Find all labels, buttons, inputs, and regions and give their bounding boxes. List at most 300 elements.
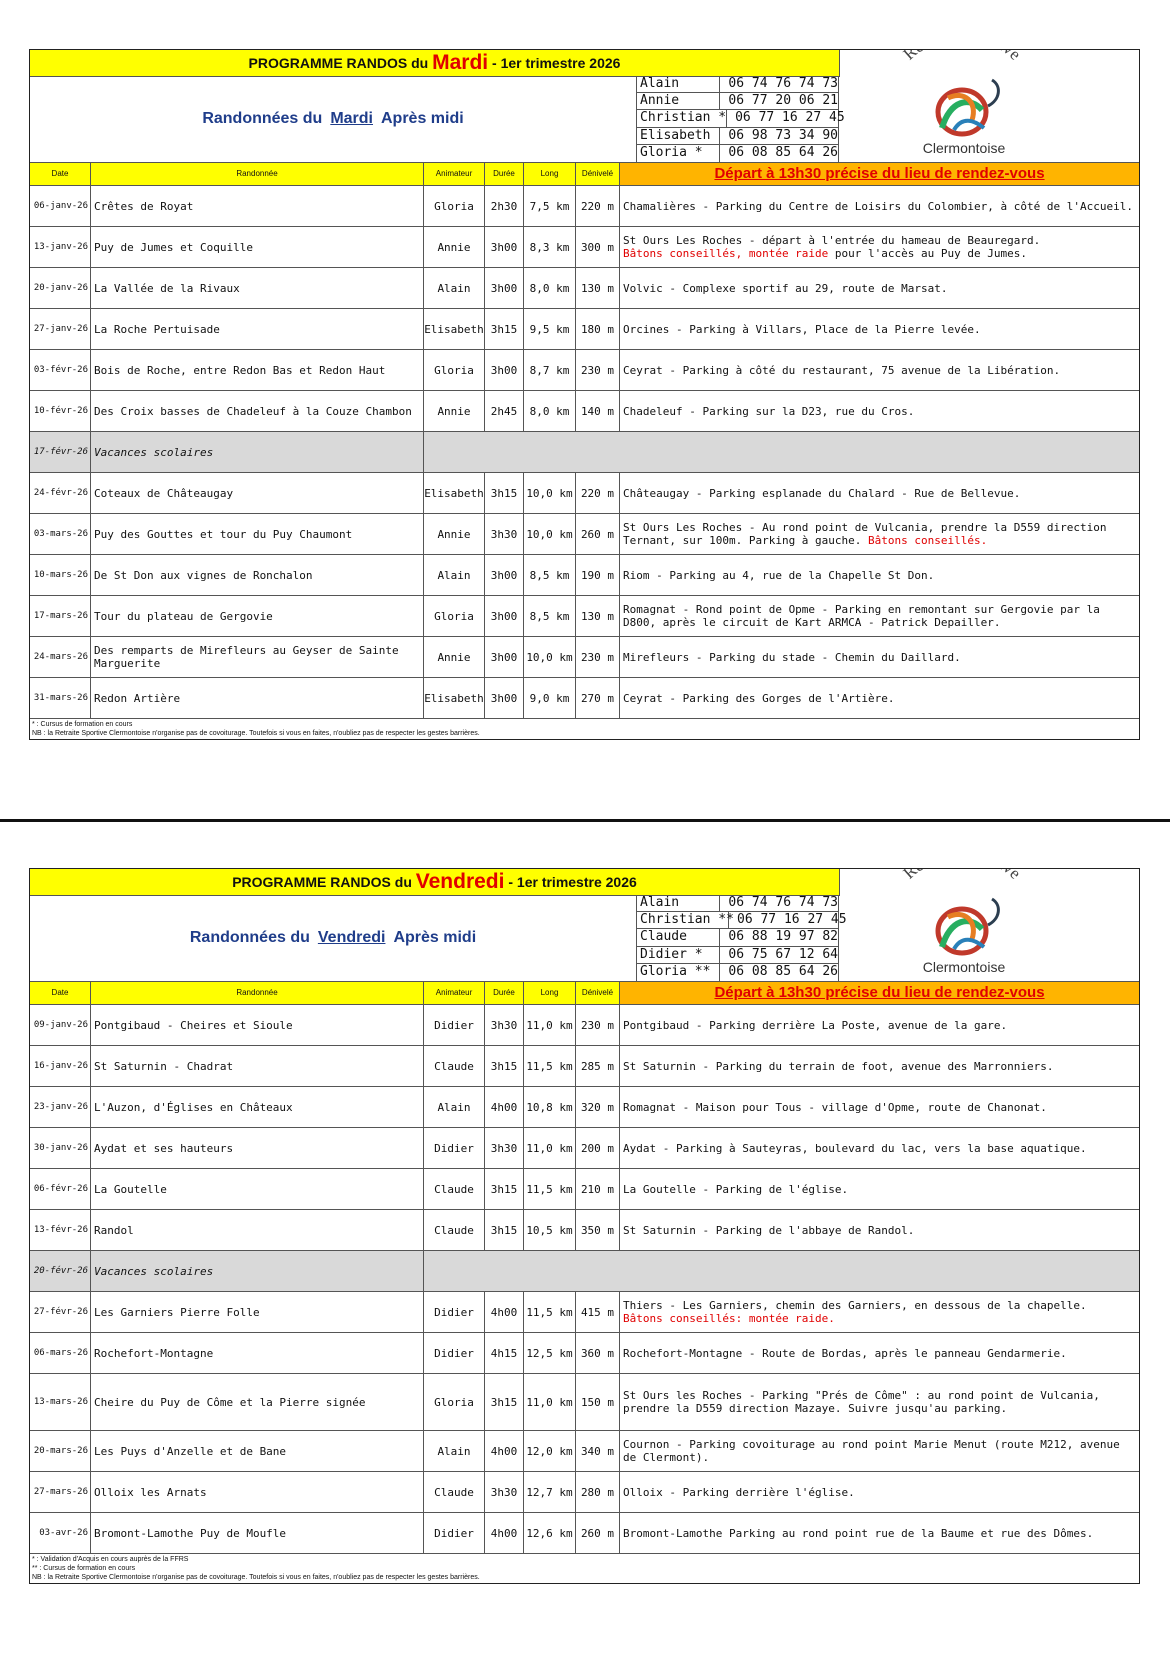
holiday-label: Vacances scolaires	[91, 432, 424, 472]
contact-row	[637, 128, 838, 145]
hike-length: 8,0 km	[524, 268, 576, 308]
hike-name: Des remparts de Mirefleurs au Geyser de Sainte Marguerite	[91, 637, 424, 677]
hike-name: Coteaux de Châteaugay	[91, 473, 424, 513]
hike-date: 24-mars-26	[30, 637, 91, 677]
hike-elevation: 320 m	[576, 1087, 620, 1127]
hike-duration: 3h15	[485, 1210, 524, 1250]
hike-date: 27-mars-26	[30, 1472, 91, 1512]
hike-elevation: 190 m	[576, 555, 620, 595]
hike-duration: 3h15	[485, 1046, 524, 1086]
meeting-point-text: La Goutelle - Parking de l'église.	[623, 1182, 849, 1196]
hike-date: 20-janv-26	[30, 268, 91, 308]
hike-row	[30, 555, 1139, 596]
hike-duration: 3h00	[485, 268, 524, 308]
hike-leader: Elisabeth	[424, 309, 485, 349]
meeting-point-text: Chamalières - Parking du Centre de Loisirs du Colombier, à côté de l'Accueil.	[623, 199, 1133, 213]
meeting-point	[620, 1374, 1139, 1430]
hike-date: 24-févr-26	[30, 473, 91, 513]
hike-elevation: 300 m	[576, 227, 620, 267]
hike-duration: 3h00	[485, 637, 524, 677]
hike-duration: 4h00	[485, 1431, 524, 1471]
hike-length: 12,6 km	[524, 1513, 576, 1553]
meeting-point	[620, 1005, 1139, 1045]
footnote-line: NB : la Retraite Sportive Clermontoise n'organise pas de covoiturage. Toutefois si vous en faites, n'oubliez pas de respecter les gestes barrières.	[32, 730, 480, 737]
hike-length: 11,5 km	[524, 1292, 576, 1332]
hike-row	[30, 637, 1139, 678]
hike-date: 06-janv-26	[30, 186, 91, 226]
contact-phone: 06 08 85 64 26	[728, 963, 838, 979]
hike-row	[30, 1169, 1139, 1210]
col-rando: Randonnée	[91, 982, 424, 1004]
footnote-line: ** : Cursus de formation en cours	[32, 1565, 136, 1572]
hike-duration: 4h00	[485, 1087, 524, 1127]
contact-phone: 06 98 73 34 90	[728, 127, 838, 143]
hike-name: Puy des Gouttes et tour du Puy Chaumont	[91, 514, 424, 554]
contact-row	[637, 110, 845, 127]
hike-date: 03-avr-26	[30, 1513, 91, 1553]
meeting-point	[620, 1472, 1139, 1512]
contact-name: Gloria *	[637, 145, 720, 162]
hike-elevation: 280 m	[576, 1472, 620, 1512]
hike-name: Crêtes de Royat	[91, 186, 424, 226]
hike-duration: 3h00	[485, 678, 524, 718]
meeting-point-text: Ceyrat - Parking à côté du restaurant, 75 avenue de la Libération.	[623, 363, 1061, 377]
col-date: Date	[30, 163, 91, 185]
hike-row	[30, 1128, 1139, 1169]
meeting-point	[620, 555, 1139, 595]
hike-name: Les Puys d'Anzelle et de Bane	[91, 1431, 424, 1471]
hike-leader: Alain	[424, 268, 485, 308]
hike-elevation: 140 m	[576, 391, 620, 431]
contact-row	[637, 964, 838, 981]
holiday-fill	[424, 432, 1139, 472]
hike-date: 17-mars-26	[30, 596, 91, 636]
hike-length: 7,5 km	[524, 186, 576, 226]
hike-row	[30, 473, 1139, 514]
contact-name: Didier *	[637, 947, 720, 963]
contact-name: Alain	[637, 895, 720, 911]
meeting-point-warning: Bâtons conseillés: montée raide.	[623, 1312, 835, 1325]
hike-date: 10-mars-26	[30, 555, 91, 595]
contact-row	[637, 895, 838, 912]
hike-date: 23-janv-26	[30, 1087, 91, 1127]
page-separator	[0, 819, 1170, 822]
logo-arc-text: R e	[899, 869, 1025, 883]
contact-row	[637, 929, 838, 946]
meeting-point	[620, 1046, 1139, 1086]
hike-elevation: 350 m	[576, 1210, 620, 1250]
hike-duration: 3h30	[485, 1005, 524, 1045]
hike-duration: 3h30	[485, 1128, 524, 1168]
hike-leader: Didier	[424, 1292, 485, 1332]
hike-length: 8,7 km	[524, 350, 576, 390]
hike-elevation: 150 m	[576, 1374, 620, 1430]
meeting-point	[620, 678, 1139, 718]
meeting-point-text: Thiers - Les Garniers, chemin des Garniers, en dessous de la chapelle. Bâtons conseillés: montée raide.	[623, 1299, 1087, 1325]
contact-row	[637, 76, 838, 93]
hike-row	[30, 1333, 1139, 1374]
hike-length: 12,0 km	[524, 1431, 576, 1471]
hike-leader: Annie	[424, 637, 485, 677]
meeting-point-text: Pontgibaud - Parking derrière La Poste, avenue de la gare.	[623, 1018, 1008, 1032]
logo-arc-text: R e	[899, 50, 1025, 64]
hike-row	[30, 596, 1139, 637]
contact-row	[637, 947, 838, 964]
hike-name: Cheire du Puy de Côme et la Pierre signée	[91, 1374, 424, 1430]
hike-rows	[30, 1005, 1139, 1554]
hike-length: 9,5 km	[524, 309, 576, 349]
hike-row	[30, 1513, 1139, 1554]
hike-duration: 3h00	[485, 555, 524, 595]
meeting-point-text: Mirefleurs - Parking du stade - Chemin du Daillard.	[623, 650, 961, 664]
hike-elevation: 260 m	[576, 1513, 620, 1553]
contact-phone: 06 08 85 64 26	[728, 144, 838, 160]
meeting-point-warning: Bâtons conseillés, montée raide	[623, 247, 829, 260]
hike-length: 8,5 km	[524, 596, 576, 636]
hike-duration: 3h00	[485, 227, 524, 267]
hike-leader: Alain	[424, 555, 485, 595]
meeting-point-text: Orcines - Parking à Villars, Place de la Pierre levée.	[623, 322, 981, 336]
hike-name: De St Don aux vignes de Ronchalon	[91, 555, 424, 595]
hike-leader: Claude	[424, 1169, 485, 1209]
hike-duration: 3h15	[485, 473, 524, 513]
hike-leader: Didier	[424, 1513, 485, 1553]
meeting-point-text: St Ours les Roches - Parking "Prés de Côme" : au rond point de Vulcania, prendre la D559 direction Mazaye. Suivre jusqu'au parking.	[623, 1389, 1100, 1415]
col-rando: Randonnée	[91, 163, 424, 185]
col-denivele: Dénivelé	[576, 163, 620, 185]
sheet-title: PROGRAMME RANDOS du Vendredi - 1er trimestre 2026	[30, 869, 840, 896]
col-denivele: Dénivelé	[576, 982, 620, 1004]
hike-length: 11,0 km	[524, 1128, 576, 1168]
meeting-point-text: Châteaugay - Parking esplanade du Chalard - Rue de Bellevue.	[623, 486, 1021, 500]
hike-length: 12,5 km	[524, 1333, 576, 1373]
hike-duration: 3h15	[485, 1169, 524, 1209]
contact-phone: 06 74 76 74 73	[728, 895, 838, 910]
meeting-point	[620, 473, 1139, 513]
hike-date: 03-mars-26	[30, 514, 91, 554]
hike-leader: Alain	[424, 1431, 485, 1471]
meeting-point	[620, 1292, 1139, 1332]
col-duree: Durée	[485, 163, 524, 185]
contact-phone: 06 77 16 27 45	[737, 912, 847, 928]
meeting-point-text: Riom - Parking au 4, rue de la Chapelle St Don.	[623, 568, 935, 582]
hike-leader: Annie	[424, 514, 485, 554]
hike-elevation: 285 m	[576, 1046, 620, 1086]
hike-row	[30, 1292, 1139, 1333]
hike-row	[30, 1431, 1139, 1472]
meeting-point	[620, 1333, 1139, 1373]
logo-bottom-text: Clermontoise	[922, 959, 1006, 975]
hike-date: 27-févr-26	[30, 1292, 91, 1332]
meeting-point-text: Romagnat - Maison pour Tous - village d'Opme, route de Chanonat.	[623, 1100, 1047, 1114]
hike-length: 10,0 km	[524, 637, 576, 677]
hike-elevation: 415 m	[576, 1292, 620, 1332]
hike-row	[30, 186, 1139, 227]
col-duree: Durée	[485, 982, 524, 1004]
hike-length: 10,8 km	[524, 1087, 576, 1127]
meeting-point-text: Bromont-Lamothe Parking au rond point rue de la Baume et rue des Dômes.	[623, 1526, 1094, 1540]
contact-name: Christian *	[637, 110, 727, 126]
hike-name: Pontgibaud - Cheires et Sioule	[91, 1005, 424, 1045]
sheet-header	[30, 869, 1139, 982]
hike-leader: Claude	[424, 1472, 485, 1512]
hike-rows	[30, 186, 1139, 719]
contact-row	[637, 145, 838, 162]
hike-leader: Claude	[424, 1046, 485, 1086]
hike-name: St Saturnin - Chadrat	[91, 1046, 424, 1086]
contact-list	[636, 895, 847, 981]
meeting-point	[620, 227, 1139, 267]
hike-duration: 3h00	[485, 596, 524, 636]
sheet-header	[30, 50, 1139, 163]
hike-elevation: 180 m	[576, 309, 620, 349]
meeting-point	[620, 186, 1139, 226]
hike-elevation: 210 m	[576, 1169, 620, 1209]
col-long: Long	[524, 163, 576, 185]
sheet-subtitle: Randonnées du Vendredi Après midi	[189, 929, 477, 946]
hike-name: Les Garniers Pierre Folle	[91, 1292, 424, 1332]
contact-phone: 06 75 67 12 64	[728, 946, 838, 962]
hike-leader: Annie	[424, 391, 485, 431]
holiday-label: Vacances scolaires	[91, 1251, 424, 1291]
hike-length: 10,5 km	[524, 1210, 576, 1250]
hike-length: 11,0 km	[524, 1005, 576, 1045]
footnote-line: * : Validation d'Acquis en cours auprès de la FFRS	[32, 1556, 189, 1563]
hike-leader: Didier	[424, 1005, 485, 1045]
footnote-line: * : Cursus de formation en cours	[32, 721, 133, 728]
hike-date: 20-févr-26	[30, 1251, 91, 1291]
meeting-point-warning: Bâtons conseillés.	[868, 534, 988, 547]
hike-row	[30, 514, 1139, 555]
hike-name: Olloix les Arnats	[91, 1472, 424, 1512]
hike-name: La Vallée de la Rivaux	[91, 268, 424, 308]
hike-leader: Claude	[424, 1210, 485, 1250]
sheet-title: PROGRAMME RANDOS du Mardi - 1er trimestre 2026	[30, 50, 840, 77]
hike-elevation: 270 m	[576, 678, 620, 718]
hike-leader: Gloria	[424, 596, 485, 636]
hike-duration: 3h15	[485, 309, 524, 349]
hike-duration: 3h30	[485, 1472, 524, 1512]
meeting-point	[620, 514, 1139, 554]
hike-elevation: 230 m	[576, 637, 620, 677]
hike-name: L'Auzon, d'Églises en Châteaux	[91, 1087, 424, 1127]
hike-row	[30, 227, 1139, 268]
contact-name: Annie	[637, 93, 720, 109]
hike-date: 17-févr-26	[30, 432, 91, 472]
meeting-point-text: St Ours Les Roches - Au rond point de Vulcania, prendre la D559 direction Ternant, sur 100m. Parking à gauche. Bâtons conseillés.	[623, 521, 1107, 547]
meeting-point-text: St Saturnin - Parking du terrain de foot, avenue des Marronniers.	[623, 1059, 1054, 1073]
hike-date: 13-janv-26	[30, 227, 91, 267]
hike-duration: 4h00	[485, 1513, 524, 1553]
meeting-point	[620, 596, 1139, 636]
hike-elevation: 220 m	[576, 473, 620, 513]
hike-leader: Elisabeth	[424, 473, 485, 513]
hike-length: 10,0 km	[524, 514, 576, 554]
hike-elevation: 130 m	[576, 268, 620, 308]
hike-leader: Alain	[424, 1087, 485, 1127]
contact-phone: 06 88 19 97 82	[728, 929, 838, 945]
hike-date: 06-mars-26	[30, 1333, 91, 1373]
meeting-point	[620, 1128, 1139, 1168]
hike-elevation: 220 m	[576, 186, 620, 226]
meeting-point	[620, 1169, 1139, 1209]
hike-row	[30, 1374, 1139, 1431]
club-logo	[842, 50, 1138, 162]
hike-row	[30, 1087, 1139, 1128]
column-header	[30, 163, 1139, 186]
hike-elevation: 230 m	[576, 350, 620, 390]
meeting-point-text: Rochefort-Montagne - Route de Bordas, après le panneau Gendarmerie.	[623, 1346, 1067, 1360]
hike-date: 16-janv-26	[30, 1046, 91, 1086]
hike-name: Des Croix basses de Chadeleuf à la Couze Chambon	[91, 391, 424, 431]
meeting-point-text: St Ours Les Roches - départ à l'entrée du hameau de Beauregard. Bâtons conseillés, montée raide pour l'accès au Puy de Jumes.	[623, 234, 1041, 260]
hike-duration: 2h30	[485, 186, 524, 226]
col-animateur: Animateur	[424, 163, 485, 185]
meeting-point-text: Chadeleuf - Parking sur la D23, rue du Cros.	[623, 404, 915, 418]
hike-name: Rochefort-Montagne	[91, 1333, 424, 1373]
holiday-row	[30, 1251, 1139, 1292]
col-long: Long	[524, 982, 576, 1004]
hike-length: 8,3 km	[524, 227, 576, 267]
meeting-point	[620, 350, 1139, 390]
hike-row	[30, 268, 1139, 309]
contact-name: Elisabeth	[637, 128, 720, 144]
hike-date: 13-févr-26	[30, 1210, 91, 1250]
meeting-point	[620, 268, 1139, 308]
hike-leader: Didier	[424, 1333, 485, 1373]
meeting-point	[620, 1513, 1139, 1553]
hike-leader: Gloria	[424, 350, 485, 390]
hike-date: 31-mars-26	[30, 678, 91, 718]
col-animateur: Animateur	[424, 982, 485, 1004]
meeting-point-text: Aydat - Parking à Sauteyras, boulevard du lac, vers la base aquatique.	[623, 1141, 1087, 1155]
meeting-point-text: Ceyrat - Parking des Gorges de l'Artière.	[623, 691, 895, 705]
footnotes	[30, 1554, 1139, 1583]
hike-duration: 3h00	[485, 350, 524, 390]
hike-duration: 3h30	[485, 514, 524, 554]
hike-date: 06-févr-26	[30, 1169, 91, 1209]
meeting-point	[620, 1431, 1139, 1471]
hike-date: 09-janv-26	[30, 1005, 91, 1045]
holiday-fill	[424, 1251, 1139, 1291]
hike-length: 11,0 km	[524, 1374, 576, 1430]
hike-elevation: 130 m	[576, 596, 620, 636]
hike-length: 10,0 km	[524, 473, 576, 513]
hike-name: Bois de Roche, entre Redon Bas et Redon Haut	[91, 350, 424, 390]
contact-list	[636, 76, 845, 162]
hike-name: Bromont-Lamothe Puy de Moufle	[91, 1513, 424, 1553]
contact-phone: 06 77 20 06 21	[728, 93, 838, 109]
footnotes	[30, 719, 1139, 739]
hike-date: 30-janv-26	[30, 1128, 91, 1168]
footnote-line: NB : la Retraite Sportive Clermontoise n'organise pas de covoiturage. Toutefois si vous en faites, n'oubliez pas de respecter les gestes barrières.	[32, 1574, 480, 1581]
departure-notice: Départ à 13h30 précise du lieu de rendez-vous	[620, 982, 1139, 1004]
departure-notice: Départ à 13h30 précise du lieu de rendez-vous	[620, 163, 1139, 185]
hike-name: Redon Artière	[91, 678, 424, 718]
hike-row	[30, 1046, 1139, 1087]
title-day: Vendredi	[415, 870, 505, 893]
hike-name: Aydat et ses hauteurs	[91, 1128, 424, 1168]
hike-length: 11,5 km	[524, 1046, 576, 1086]
club-logo	[842, 869, 1138, 981]
hike-date: 20-mars-26	[30, 1431, 91, 1471]
contact-phone: 06 77 16 27 45	[735, 110, 845, 126]
hike-leader: Gloria	[424, 186, 485, 226]
col-date: Date	[30, 982, 91, 1004]
hike-name: La Goutelle	[91, 1169, 424, 1209]
meeting-point-text: Olloix - Parking derrière l'église.	[623, 1485, 855, 1499]
hike-leader: Annie	[424, 227, 485, 267]
contact-row	[637, 93, 838, 110]
hike-leader: Gloria	[424, 1374, 485, 1430]
hike-length: 12,7 km	[524, 1472, 576, 1512]
contact-name: Alain	[637, 76, 720, 92]
hike-date: 10-févr-26	[30, 391, 91, 431]
meeting-point	[620, 391, 1139, 431]
column-header	[30, 982, 1139, 1005]
hike-length: 8,0 km	[524, 391, 576, 431]
meeting-point-text: Volvic - Complexe sportif au 29, route de Marsat.	[623, 281, 948, 295]
hike-date: 13-mars-26	[30, 1374, 91, 1430]
sheet-subtitle: Randonnées du Mardi Après midi	[202, 110, 464, 127]
hike-elevation: 340 m	[576, 1431, 620, 1471]
hike-duration: 4h00	[485, 1292, 524, 1332]
meeting-point	[620, 637, 1139, 677]
hike-name: La Roche Pertuisade	[91, 309, 424, 349]
hike-row	[30, 678, 1139, 719]
hike-length: 8,5 km	[524, 555, 576, 595]
hike-length: 9,0 km	[524, 678, 576, 718]
hike-leader: Elisabeth	[424, 678, 485, 718]
hike-leader: Didier	[424, 1128, 485, 1168]
hike-row	[30, 1472, 1139, 1513]
contact-name: Gloria **	[637, 964, 720, 981]
hike-row	[30, 309, 1139, 350]
hike-name: Puy de Jumes et Coquille	[91, 227, 424, 267]
hike-elevation: 230 m	[576, 1005, 620, 1045]
hike-elevation: 260 m	[576, 514, 620, 554]
sheet-vendredi	[29, 868, 1140, 1584]
hike-length: 11,5 km	[524, 1169, 576, 1209]
sheet-mardi	[29, 49, 1140, 740]
logo-bottom-text: Clermontoise	[922, 140, 1006, 156]
hike-name: Tour du plateau de Gergovie	[91, 596, 424, 636]
meeting-point-text: Romagnat - Rond point de Opme - Parking en remontant sur Gergovie par la D800, après le circuit de Kart ARMCA - Patrick Depailler.	[623, 603, 1100, 629]
contact-phone: 06 74 76 74 73	[728, 76, 838, 91]
holiday-row	[30, 432, 1139, 473]
hike-date: 03-févr-26	[30, 350, 91, 390]
title-day: Mardi	[432, 51, 489, 74]
meeting-point-text: St Saturnin - Parking de l'abbaye de Randol.	[623, 1223, 915, 1237]
meeting-point-text: Cournon - Parking covoiturage au rond point Marie Menut (route M212, avenue de Clermont).	[623, 1438, 1120, 1464]
meeting-point	[620, 309, 1139, 349]
contact-name: Claude	[637, 929, 720, 945]
hike-duration: 4h15	[485, 1333, 524, 1373]
hike-name: Randol	[91, 1210, 424, 1250]
hike-duration: 2h45	[485, 391, 524, 431]
meeting-point	[620, 1210, 1139, 1250]
hike-duration: 3h15	[485, 1374, 524, 1430]
meeting-point	[620, 1087, 1139, 1127]
hike-row	[30, 391, 1139, 432]
hike-row	[30, 1210, 1139, 1251]
hike-date: 27-janv-26	[30, 309, 91, 349]
contact-name: Christian **	[637, 912, 729, 928]
hike-row	[30, 350, 1139, 391]
hike-elevation: 200 m	[576, 1128, 620, 1168]
contact-row	[637, 912, 847, 929]
hike-row	[30, 1005, 1139, 1046]
